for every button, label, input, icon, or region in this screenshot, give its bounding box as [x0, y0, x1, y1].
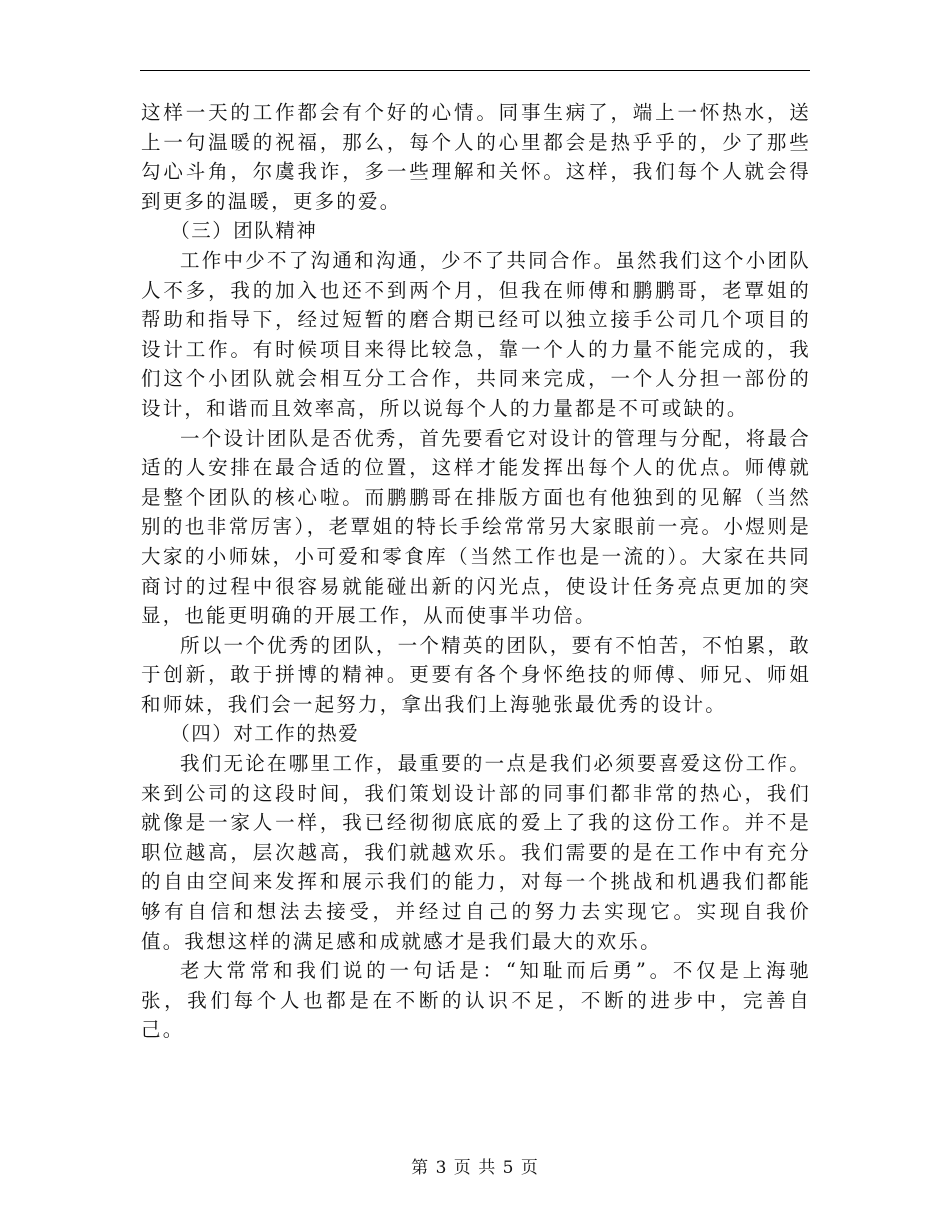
header-rule	[140, 70, 810, 71]
paragraph-continuation: 这样一天的工作都会有个好的心情。同事生病了，端上一怀热水，送上一句温暖的祝福，那么，每个人的心里都会是热乎乎的，少了那些勾心斗角，尔虞我诈，多一些理解和关怀。这样，我们每个人就会得到更多的温暖，更多的爱。	[141, 101, 811, 213]
paragraph-love-of-work: 我们无论在哪里工作，最重要的一点是我们必须要喜爱这份工作。来到公司的这段时间，我们策划设计部的同事们都非常的热心，我们就像是一家人一样，我已经彻彻底底的爱上了我的这份工作。并不是职位越高，层次越高，我们就越欢乐。我们需要的是在工作中有充分的自由空间来发挥和展示我们的能力，对每一个挑战和机遇我们都能够有自信和想法去接受，并经过自己的努力去实现它。实现自我价值。我想这样的满足感和成就感才是我们最大的欢乐。	[141, 752, 811, 953]
page-number: 第 3 页 共 5 页	[411, 1158, 539, 1178]
paragraph-team-spirit-summary: 所以一个优秀的团队，一个精英的团队，要有不怕苦，不怕累，敢于创新，敢于拼博的精神。更要有各个身怀绝技的师傅、师兄、师姐和师妹，我们会一起努力，拿出我们上海驰张最优秀的设计。	[141, 633, 811, 716]
section-heading-team-spirit: （三）团队精神	[170, 219, 318, 243]
paragraph-team-roles: 一个设计团队是否优秀，首先要看它对设计的管理与分配，将最合适的人安排在最合适的位置，这样才能发挥出每个人的优点。师傅就是整个团队的核心啦。而鹏鹏哥在排版方面也有他独到的见解（当然别的也非常厉害），老覃姐的特长手绘常常另大家眼前一亮。小煜则是大家的小师妹，小可爱和零食库（当然工作也是一流的）。大家在共同商讨的过程中很容易就能碰出新的闪光点，使设计任务亮点更加的突显，也能更明确的开展工作，从而使事半功倍。	[141, 426, 811, 628]
document-body	[141, 98, 811, 1045]
section-heading-love-of-work: （四）对工作的热爱	[170, 722, 360, 746]
paragraph-teamwork: 工作中少不了沟通和沟通，少不了共同合作。虽然我们这个小团队人不多，我的加入也还不到两个月，但我在师傅和鹏鹏哥，老覃姐的帮助和指导下，经过短暂的磨合期已经可以独立接手公司几个项目的设计工作。有时候项目来得比较急，靠一个人的力量不能完成的，我们这个小团队就会相互分工合作，共同来完成，一个人分担一部份的设计，和谐而且效率高，所以说每个人的力量都是不可或缺的。	[141, 248, 811, 420]
paragraph-motto: 老大常常和我们说的一句话是：“知耻而后勇”。不仅是上海驰张，我们每个人也都是在不断的认识不足，不断的进步中，完善自己。	[141, 959, 811, 1042]
